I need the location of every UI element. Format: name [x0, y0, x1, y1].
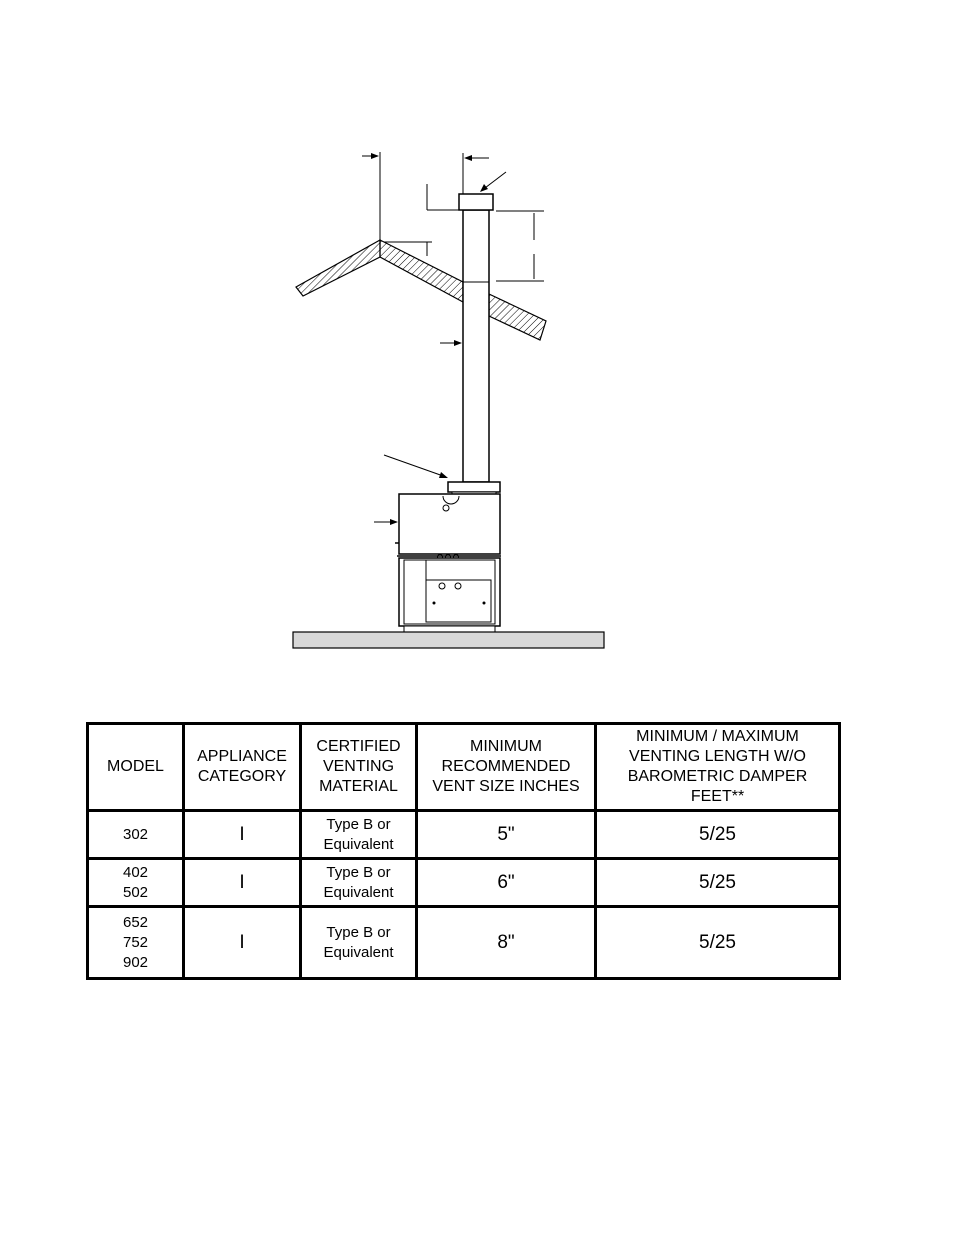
cell-model: 302	[88, 811, 184, 859]
cell-category: I	[184, 907, 301, 979]
cell-vent-size: 8"	[417, 907, 596, 979]
cell-length: 5/25	[596, 811, 840, 859]
table-row	[88, 859, 840, 907]
cell-material: Type B or Equivalent	[301, 859, 417, 907]
draft-hood	[448, 482, 500, 492]
table-header-row	[88, 724, 840, 811]
vent-pipe	[463, 210, 489, 482]
floor	[293, 632, 604, 648]
table-row	[88, 811, 840, 859]
roof-right-upper-section	[380, 240, 463, 302]
header-appliance-category: APPLIANCE CATEGORY	[184, 724, 301, 811]
header-model: MODEL	[88, 724, 184, 811]
cell-length: 5/25	[596, 907, 840, 979]
header-venting-material: CERTIFIED VENTING MATERIAL	[301, 724, 417, 811]
table-row	[88, 907, 840, 979]
cell-model: 402 502	[88, 859, 184, 907]
cell-material: Type B or Equivalent	[301, 811, 417, 859]
venting-diagram	[280, 140, 620, 660]
cell-model: 652 752 902	[88, 907, 184, 979]
vent-cap	[459, 194, 493, 210]
cell-material: Type B or Equivalent	[301, 907, 417, 979]
cell-length: 5/25	[596, 859, 840, 907]
cell-vent-size: 6"	[417, 859, 596, 907]
cell-vent-size: 5"	[417, 811, 596, 859]
roof-right-lower-section	[489, 294, 546, 340]
boiler-base	[399, 558, 500, 626]
roof-left-section	[296, 240, 380, 296]
cell-category: I	[184, 859, 301, 907]
venting-table	[86, 722, 841, 980]
boiler-jacket	[399, 494, 500, 554]
cell-category: I	[184, 811, 301, 859]
header-venting-length: MINIMUM / MAXIMUM VENTING LENGTH W/O BAROMETRIC DAMPER FEET**	[596, 724, 840, 811]
header-vent-size: MINIMUM RECOMMENDED VENT SIZE INCHES	[417, 724, 596, 811]
